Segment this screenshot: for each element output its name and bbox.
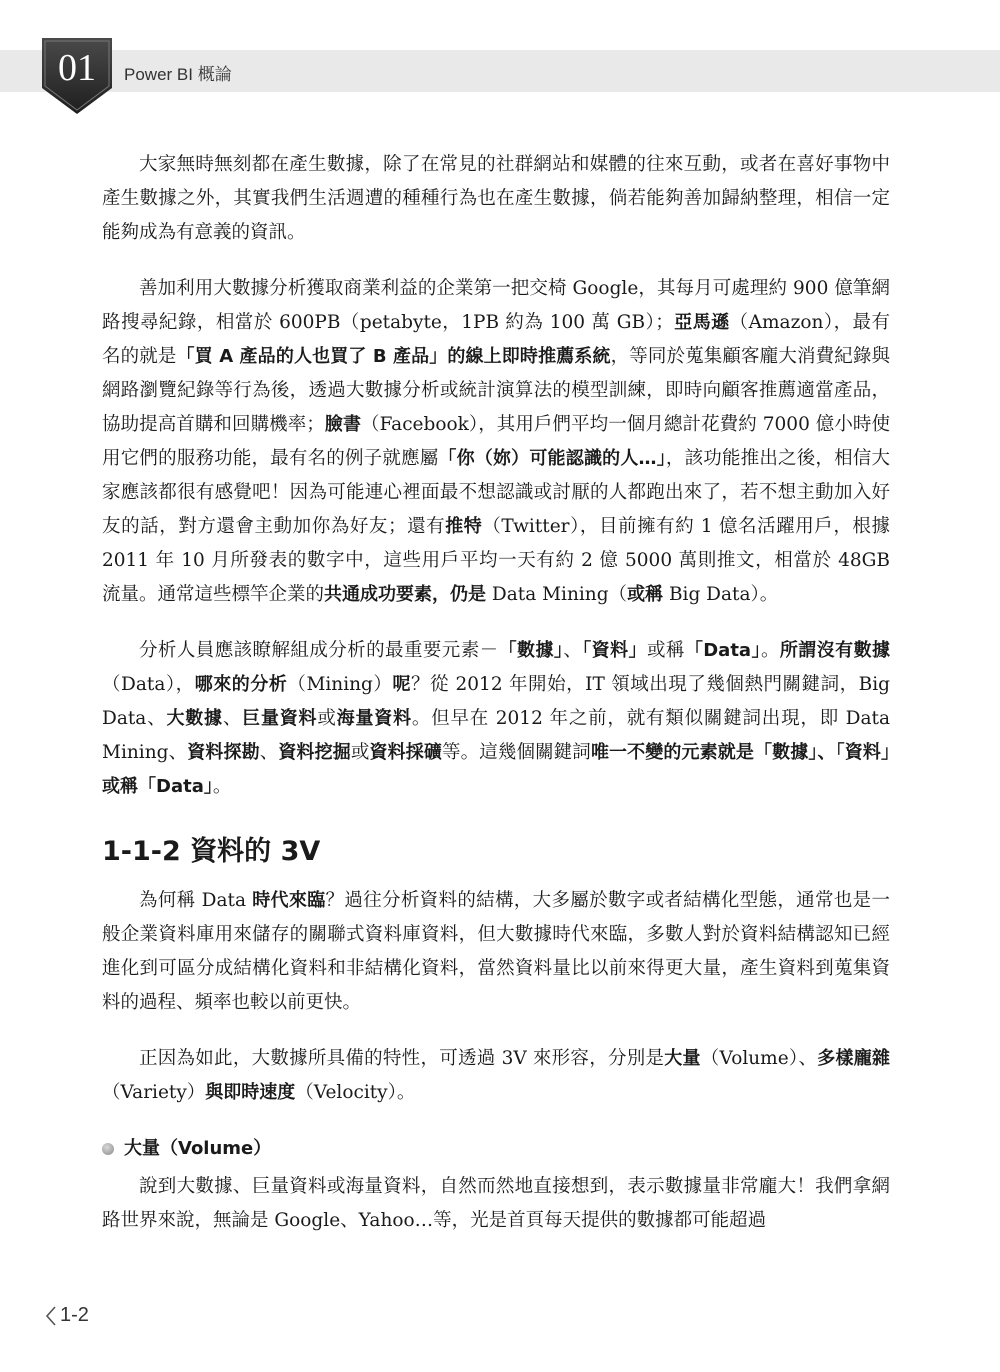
page-footer — [44, 1304, 89, 1327]
section-heading-3v: 1-1-2 資料的 3V — [102, 836, 321, 867]
paragraph-3v-intro: 正因為如此，大數據所具備的特性，可透過 3V 來形容，分別是大量（Volume）、多樣龐雜（Variety）與即時速度（Velocity）。 — [102, 1048, 891, 1103]
chapter-badge — [40, 38, 114, 114]
bullet-heading-volume — [102, 1132, 890, 1166]
page-body — [102, 148, 890, 1238]
bullet-heading-label: 大量（Volume） — [124, 1138, 272, 1159]
paragraph-google-amazon: 善加利用大數據分析獲取商業利益的企業第一把交椅 Google，其每月可處理約 900 億筆網路搜尋紀錄，相當於 600PB（petabyte，1PB 約為 100 萬 GB）；亞馬遜（Amazon），最有名的就是「買 A 產品的人也買了 B 產品」的線上即時推薦系統，等同於蒐集顧客龐大消費紀錄與網路瀏覽紀錄等行為後，透過大數據分析或統計演算法的模型訓練，即時向顧客推薦適當產品，協助提高首購和回購機率；臉書（Facebook），其用戶們平均一個月總計花費約 7000 億小時使用它們的服務功能，最有名的例子就應屬「你（妳）可能認識的人…」，該功能推出之後，相信大家應該都很有感覺吧！因為可能連心裡面最不想認識或討厭的人都跑出來了，若不想主動加入好友的話，對方還會主動加你為好友；還有推特（Twitter），目前擁有約 1 億名活躍用戶，根據 2011 年 10 月所發表的數字中，這些用戶平均一天有約 2 億 5000 萬則推文，相當於 48GB 流量。通常這些標竿企業的共通成功要素，仍是 Data Mining（或稱 Big Data）。 — [102, 278, 891, 605]
chevron-left-icon — [44, 1305, 58, 1327]
paragraph-intro: 大家無時無刻都在產生數據，除了在常見的社群網站和媒體的往來互動，或者在喜好事物中產生數據之外，其實我們生活週遭的種種行為也在產生數據，倘若能夠善加歸納整理，相信一定能夠成為有意義的資訊。 — [102, 154, 890, 243]
paragraph-data-elements: 分析人員應該瞭解組成分析的最重要元素－「數據」、「資料」或稱「Data」。所謂沒有數據（Data），哪來的分析（Mining）呢？從 2012 年開始，IT 領域出現了幾個熱門關鍵詞，Big Data、大數據、巨量資料或海量資料。但早在 2012 年之前，就有類似關鍵詞出現，即 Data Mining、資料探勘、資料挖掘或資料採礦等。這幾個關鍵詞唯一不變的元素就是「數據」、「資料」或稱「Data」。 — [102, 640, 891, 797]
bullet-dot-icon — [102, 1143, 114, 1155]
chapter-number: 01 — [58, 47, 96, 89]
page-number: 1-2 — [60, 1304, 89, 1326]
paragraph-volume: 說到大數據、巨量資料或海量資料，自然而然地直接想到，表示數據量非常龐大！我們拿網路世界來說，無論是 Google、Yahoo…等，光是首頁每天提供的數據都可能超過 — [102, 1176, 890, 1231]
chapter-title: Power BI 概論 — [124, 65, 232, 84]
paragraph-data-era: 為何稱 Data 時代來臨？過往分析資料的結構，大多屬於數字或者結構化型態，通常也是一般企業資料庫用來儲存的關聯式資料庫資料，但大數據時代來臨，多數人對於資料結構認知已經進化到可區分成結構化資料和非結構化資料，當然資料量比以前來得更大量，產生資料到蒐集資料的過程、頻率也較以前更快。 — [102, 890, 890, 1013]
